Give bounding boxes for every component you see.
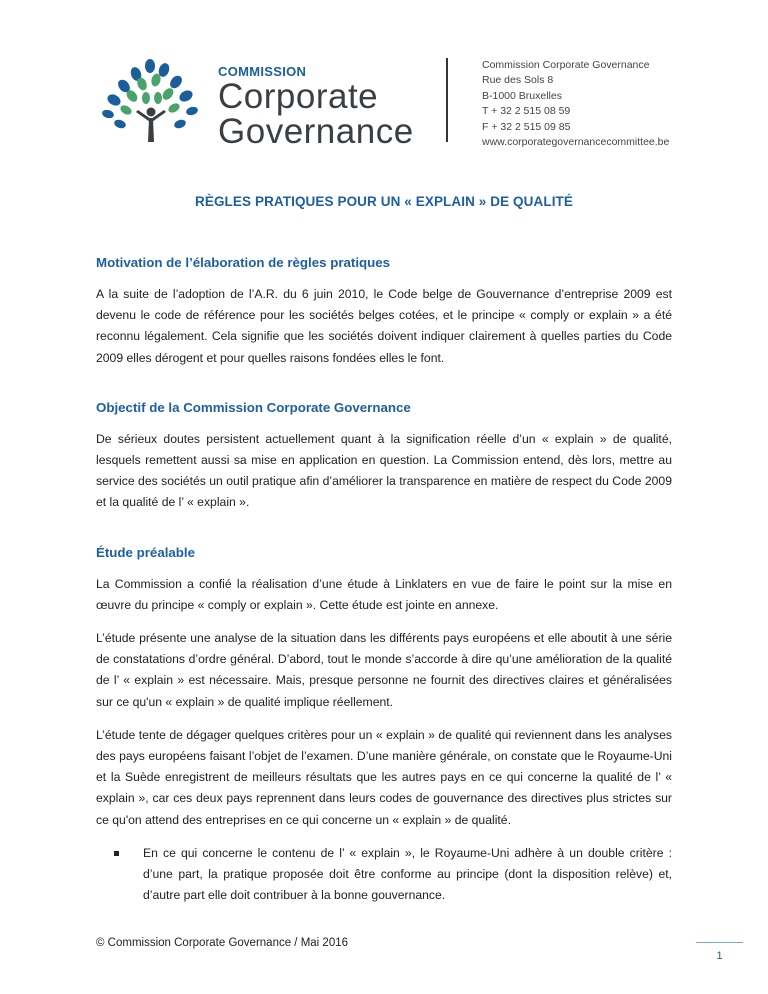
logo-wordmark [218,64,414,149]
paragraph: La Commission a confié la réalisation d’une étude à Linklaters en vue de faire le point sur la mise en œuvre du principe « comply or explain ». Cette étude est jointe en annexe. [96,576,672,612]
page-number: 1 [716,950,723,962]
contact-org: Commission Corporate Governance [482,59,650,71]
bullet-item [96,843,672,907]
logo-governance: Governance [218,112,414,151]
contact-street: Rue des Sols 8 [482,74,554,87]
footer-copyright: © Commission Corporate Governance / Mai 2016 [96,937,349,949]
bullet-text: En ce qui concerne le contenu de l’ « explain », le Royaume-Uni adhère à un double critère : d’une part, la pratique proposée doit être conforme au principe (dont la disposition relève) et, d’autre part elle doit contribuer à la bonne gouvernance. [143,845,672,903]
contact-block [482,58,669,150]
tree-logo-icon [96,56,214,144]
page-number-rule [696,942,743,943]
paragraph: De sérieux doutes persistent actuellement quant à la signification réelle d’un « explain » de qualité, lesquels remettent aussi sa mise en application en question. La Commission entend, dès lors, mettre au service des sociétés un outil pratique afin d’améliorer la transparence en matière de respect du Code 2009 et la qualité de l’ « explain ». [96,431,672,510]
section-heading: Objectif de la Commission Corporate Governance [96,399,411,415]
logo-corporate: Corporate [218,77,379,116]
paragraph: A la suite de l’adoption de l’A.R. du 6 juin 2010, le Code belge de Gouvernance d’entreprise 2009 est devenu le code de référence pour les sociétés belges cotées, et le principe « comply or explain » a été reconnu légalement. Cela signifie que les sociétés doivent indiquer clairement à quelles parties du Code 2009 elles dérogent et pour quelles raisons fondées elles le font. [96,287,672,365]
logo-commission: COMMISSION [218,64,307,79]
section-motivation [96,254,672,369]
section-heading: Étude préalable [96,544,196,560]
paragraph: L’étude tente de dégager quelques critères pour un « explain » de qualité qui reviennent dans les analyses des pays européens faisant l’objet de l’examen. D’une manière générale, on constate que le Royaume-Uni et la Suède enregistrent de meilleurs résultats que les autres pays en ce qui concerne la qualité de l’ « explain », car ces deux pays reprennent dans leurs codes de gouvernance des directives plus strictes sur ce qu'on attend des entreprises en ce qui concerne un « explain » de qualité. [96,727,672,827]
contact-city: B-1000 Bruxelles [482,89,562,102]
section-etude [96,544,672,907]
contact-website[interactable]: www.corporategovernancecommittee.be [482,136,670,149]
section-objectif [96,399,672,514]
paragraph: L’étude présente une analyse de la situation dans les différents pays européens et elle aboutit à une série de constatations d’ordre général. D’abord, tout le monde s’accorde à dire qu’une amélioration de la qualité de l’ « explain » est nécessaire. Mais, presque personne ne fournit des directives claires et généralisées sur ce qu'un « explain » de qualité implique réellement. [96,631,672,709]
document-title: RÈGLES PRATIQUES POUR UN « EXPLAIN » DE QUALITÉ [195,194,573,209]
document-body [96,254,672,936]
square-bullet-icon [114,851,119,856]
section-heading: Motivation de l’élaboration de règles pratiques [96,255,391,270]
header-divider [446,58,448,142]
letterhead [96,52,696,152]
contact-fax: F + 32 2 515 09 85 [482,120,571,133]
contact-phone: T + 32 2 515 08 59 [482,105,571,118]
